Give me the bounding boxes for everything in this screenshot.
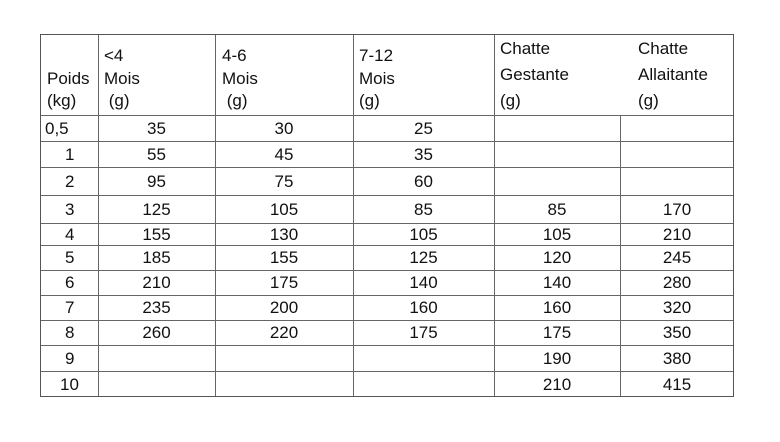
cell-4-6: 175 xyxy=(269,273,299,292)
cell-nursing: 320 xyxy=(662,298,692,317)
cell-nursing: 415 xyxy=(662,375,692,394)
cell-under-4: 155 xyxy=(142,225,171,244)
header-4-6-line-1: 4-6 xyxy=(222,46,247,65)
header-nursing-line-2: Allaitante xyxy=(638,65,708,84)
header-7-12-line-1: 7-12 xyxy=(359,46,394,65)
cell-pregnant: 190 xyxy=(542,349,572,368)
cell-pregnant: 140 xyxy=(542,273,572,292)
cell-4-6: 200 xyxy=(269,298,299,317)
cell-under-4: 125 xyxy=(142,200,171,219)
cell-4-6: 130 xyxy=(269,225,299,244)
header-pregnant-line-3: (g) xyxy=(500,91,521,110)
cell-under-4: 95 xyxy=(147,172,166,191)
cell-pregnant: 175 xyxy=(542,323,572,342)
cell-weight: 8 xyxy=(65,323,75,342)
cell-7-12: 160 xyxy=(409,298,438,317)
cell-nursing xyxy=(620,168,734,195)
cell-pregnant: 210 xyxy=(542,375,572,394)
cell-nursing: 350 xyxy=(662,323,692,342)
cell-weight: 0,5 xyxy=(45,119,69,138)
header-under-4-line-1: <4 xyxy=(104,46,124,65)
header-4-6-line-2: Mois xyxy=(222,69,258,88)
cell-under-4: 260 xyxy=(142,323,171,342)
cell-7-12: 25 xyxy=(414,119,433,138)
cell-7-12: 60 xyxy=(414,172,433,191)
cell-7-12: 85 xyxy=(414,200,433,219)
cell-7-12 xyxy=(353,372,494,397)
cell-weight: 7 xyxy=(65,298,75,317)
cell-7-12: 125 xyxy=(409,248,438,267)
cell-nursing xyxy=(620,116,734,141)
cell-pregnant xyxy=(494,168,620,195)
cell-4-6 xyxy=(215,346,353,371)
cell-4-6: 105 xyxy=(269,200,299,219)
cell-under-4 xyxy=(98,372,215,397)
cell-weight: 6 xyxy=(65,273,75,292)
cell-pregnant xyxy=(494,142,620,167)
cell-nursing: 380 xyxy=(662,349,692,368)
cell-weight: 10 xyxy=(60,375,79,394)
cell-nursing xyxy=(620,142,734,167)
cell-4-6: 45 xyxy=(274,145,294,164)
feeding-table xyxy=(40,34,734,397)
cell-under-4: 235 xyxy=(142,298,171,317)
cell-4-6: 75 xyxy=(274,172,294,191)
cell-7-12: 35 xyxy=(414,145,433,164)
cell-weight: 9 xyxy=(65,349,75,368)
cell-7-12: 140 xyxy=(409,273,438,292)
cell-nursing: 245 xyxy=(662,248,692,267)
cell-nursing: 210 xyxy=(662,225,692,244)
cell-under-4 xyxy=(98,346,215,371)
cell-weight: 2 xyxy=(65,172,75,191)
cell-pregnant: 105 xyxy=(542,225,572,244)
cell-nursing: 280 xyxy=(662,273,692,292)
cell-4-6: 155 xyxy=(269,248,299,267)
cell-7-12 xyxy=(353,346,494,371)
cell-4-6: 220 xyxy=(269,323,299,342)
cell-7-12: 105 xyxy=(409,225,438,244)
cell-weight: 1 xyxy=(65,145,75,164)
cell-under-4: 35 xyxy=(147,119,166,138)
cell-under-4: 55 xyxy=(147,145,166,164)
cell-pregnant: 85 xyxy=(547,200,567,219)
cell-4-6 xyxy=(215,372,353,397)
header-4-6-line-3: (g) xyxy=(222,91,248,110)
cell-weight: 3 xyxy=(65,200,75,219)
cell-weight: 4 xyxy=(65,225,75,244)
cell-pregnant: 120 xyxy=(542,248,572,267)
cell-pregnant: 160 xyxy=(542,298,572,317)
header-under-4-line-3: (g) xyxy=(104,91,130,110)
header-weight-line-2: (kg) xyxy=(47,91,77,110)
cell-nursing: 170 xyxy=(662,200,692,219)
header-7-12-line-3: (g) xyxy=(359,91,380,110)
cell-under-4: 210 xyxy=(142,273,171,292)
cell-pregnant xyxy=(494,116,620,141)
header-under-4-line-2: Mois xyxy=(104,69,140,88)
header-pregnant-line-2: Gestante xyxy=(500,65,569,84)
header-pregnant-line-1: Chatte xyxy=(500,39,551,58)
header-7-12-line-2: Mois xyxy=(359,69,395,88)
header-nursing-line-1: Chatte xyxy=(638,39,689,58)
header-nursing-line-3: (g) xyxy=(638,91,659,110)
header-weight-line-1: Poids xyxy=(47,69,90,88)
cell-7-12: 175 xyxy=(409,323,438,342)
cell-under-4: 185 xyxy=(142,248,171,267)
cell-weight: 5 xyxy=(65,248,75,267)
cell-4-6: 30 xyxy=(274,119,294,138)
